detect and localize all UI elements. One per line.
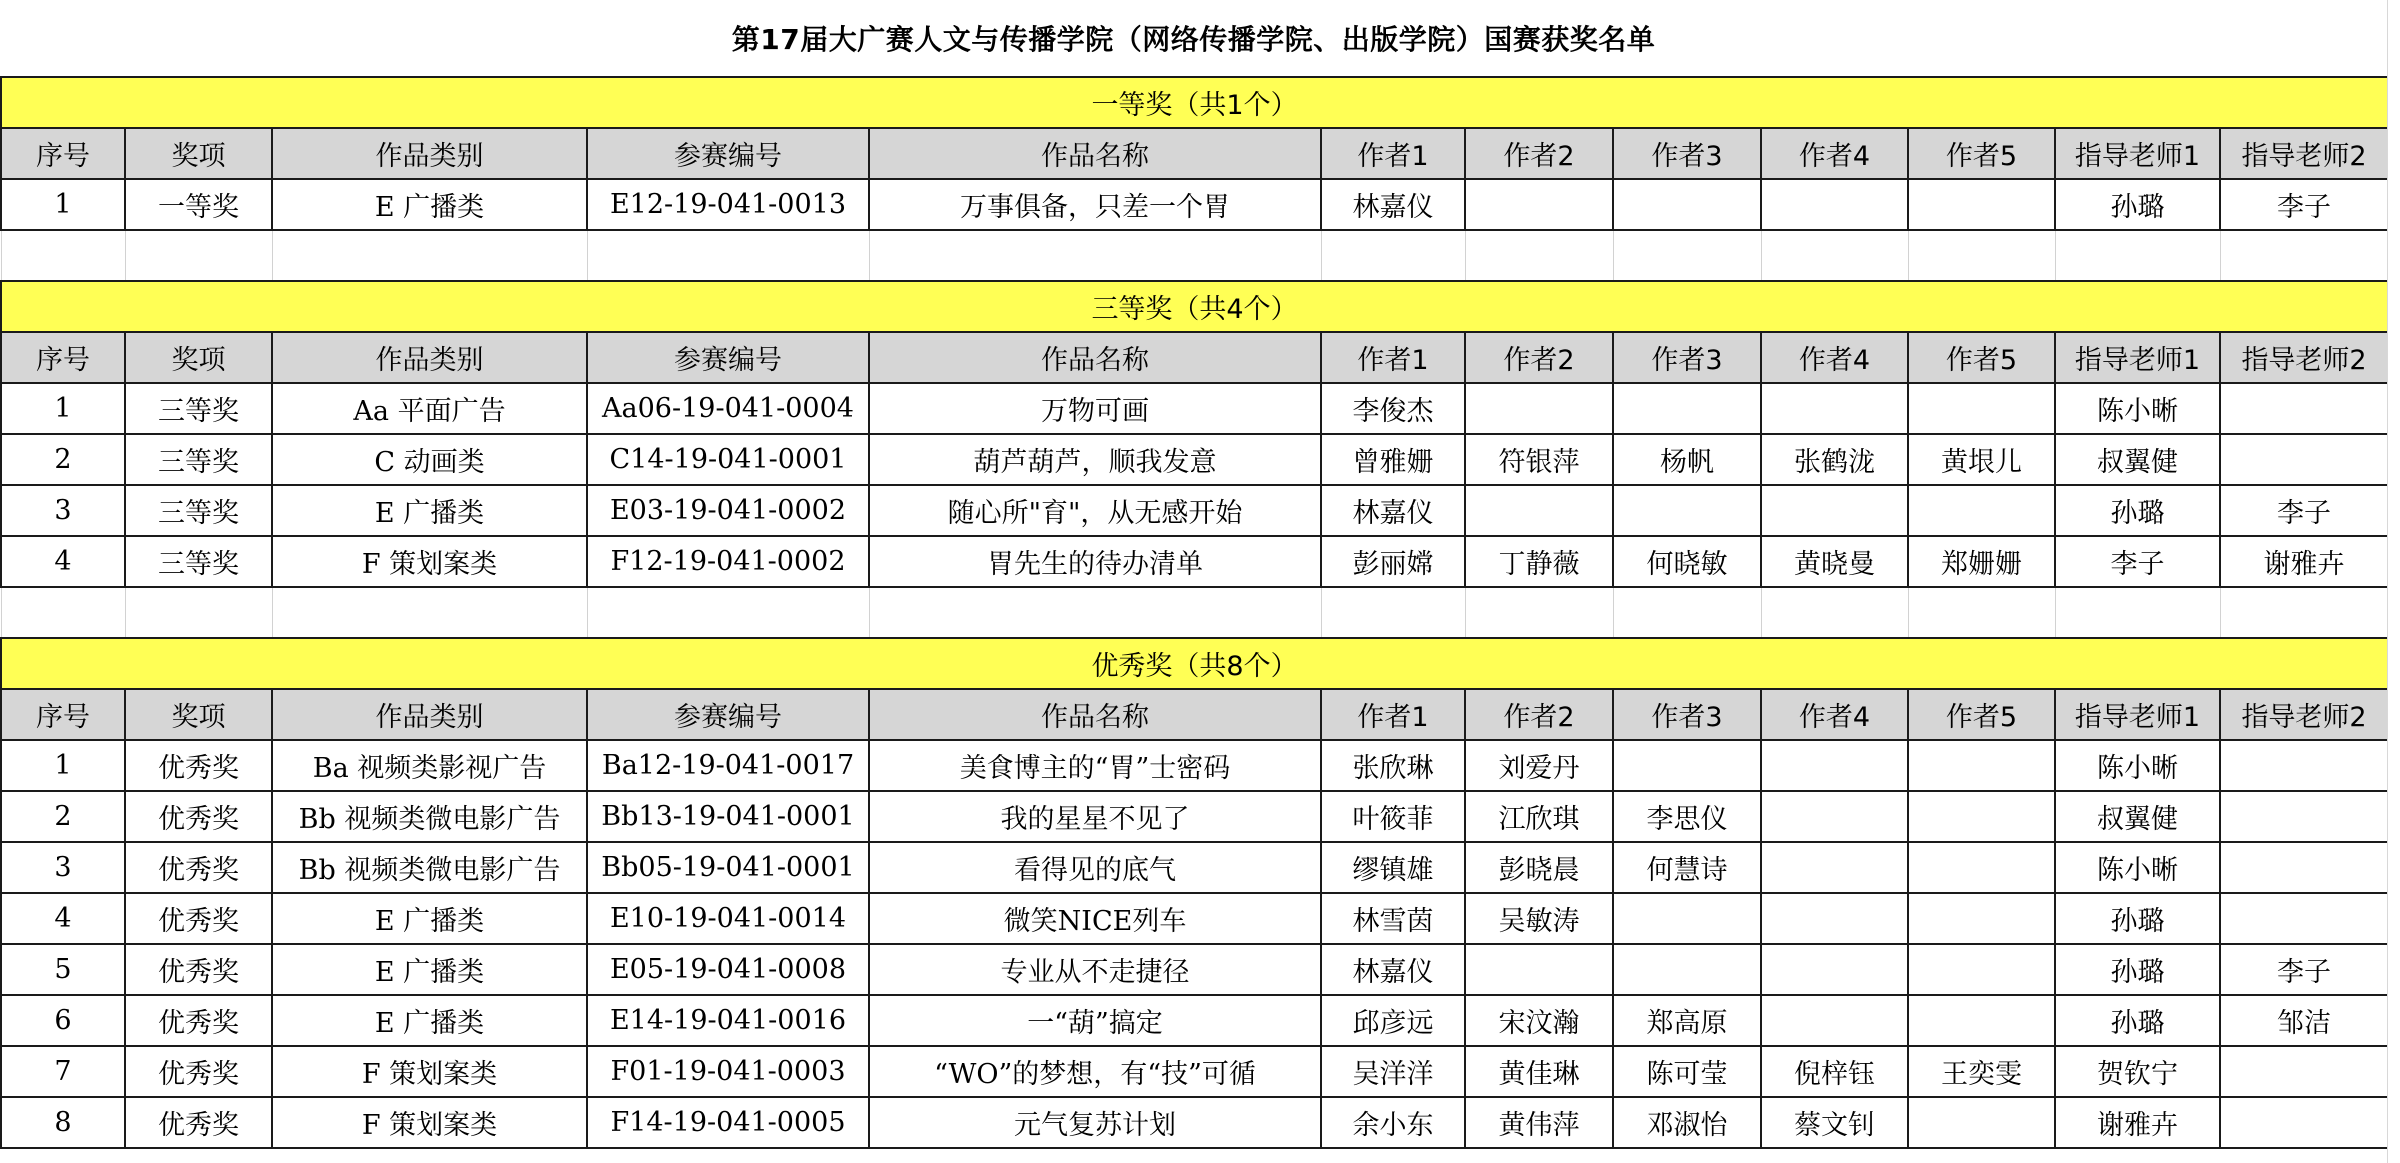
table-cell[interactable]: 三等奖 bbox=[125, 434, 272, 485]
empty-cell[interactable] bbox=[1321, 230, 1465, 281]
table-cell[interactable]: 专业从不走捷径 bbox=[869, 944, 1321, 995]
table-cell[interactable]: 陈小晰 bbox=[2055, 740, 2220, 791]
table-cell[interactable]: 黄伟萍 bbox=[1465, 1097, 1613, 1148]
column-header[interactable]: 指导老师2 bbox=[2220, 332, 2388, 383]
table-cell[interactable] bbox=[1908, 791, 2055, 842]
column-header[interactable]: 作者5 bbox=[1908, 128, 2055, 179]
table-cell[interactable]: 蔡文钊 bbox=[1761, 1097, 1908, 1148]
table-cell[interactable]: 葫芦葫芦，顺我发意 bbox=[869, 434, 1321, 485]
table-cell[interactable] bbox=[1465, 944, 1613, 995]
empty-cell[interactable] bbox=[2055, 587, 2220, 638]
table-cell[interactable] bbox=[2220, 1097, 2388, 1148]
column-header[interactable]: 作品名称 bbox=[869, 689, 1321, 740]
table-cell[interactable] bbox=[2220, 740, 2388, 791]
table-cell[interactable]: 三等奖 bbox=[125, 536, 272, 587]
table-cell[interactable]: 何晓敏 bbox=[1613, 536, 1761, 587]
table-cell[interactable]: 杨帆 bbox=[1613, 434, 1761, 485]
table-cell[interactable] bbox=[1761, 179, 1908, 230]
table-cell[interactable] bbox=[2220, 842, 2388, 893]
table-cell[interactable]: 宋汶瀚 bbox=[1465, 995, 1613, 1046]
column-header[interactable]: 作者4 bbox=[1761, 689, 1908, 740]
empty-cell[interactable] bbox=[2220, 587, 2388, 638]
empty-cell[interactable] bbox=[1465, 230, 1613, 281]
table-cell[interactable] bbox=[1761, 995, 1908, 1046]
column-header[interactable]: 指导老师2 bbox=[2220, 689, 2388, 740]
table-cell[interactable]: 黄垠儿 bbox=[1908, 434, 2055, 485]
column-header[interactable]: 作品名称 bbox=[869, 128, 1321, 179]
table-cell[interactable]: 优秀奖 bbox=[125, 842, 272, 893]
table-cell[interactable]: 林嘉仪 bbox=[1321, 485, 1465, 536]
column-header[interactable]: 参赛编号 bbox=[587, 128, 869, 179]
table-cell[interactable]: 优秀奖 bbox=[125, 1097, 272, 1148]
table-cell[interactable]: 倪梓钰 bbox=[1761, 1046, 1908, 1097]
empty-cell[interactable] bbox=[1761, 587, 1908, 638]
table-cell[interactable]: 陈可莹 bbox=[1613, 1046, 1761, 1097]
table-cell[interactable]: E 广播类 bbox=[272, 995, 587, 1046]
column-header-row bbox=[1, 689, 2388, 740]
sheet-edge bbox=[2387, 0, 2400, 1163]
table-cell[interactable]: 李子 bbox=[2220, 179, 2388, 230]
table-row bbox=[1, 179, 2388, 230]
table-cell[interactable]: Ba12-19-041-0017 bbox=[587, 740, 869, 791]
section-heading[interactable]: 三等奖（共4个） bbox=[1, 281, 2388, 332]
section-heading[interactable]: 优秀奖（共8个） bbox=[1, 638, 2388, 689]
table-cell[interactable] bbox=[1761, 842, 1908, 893]
table-row bbox=[1, 536, 2388, 587]
column-header[interactable]: 作者2 bbox=[1465, 689, 1613, 740]
empty-cell[interactable] bbox=[125, 587, 272, 638]
table-row bbox=[1, 791, 2388, 842]
table-cell[interactable]: E 广播类 bbox=[272, 944, 587, 995]
empty-cell[interactable] bbox=[2055, 230, 2220, 281]
column-header[interactable]: 指导老师2 bbox=[2220, 128, 2388, 179]
table-cell[interactable]: E 广播类 bbox=[272, 485, 587, 536]
table-row bbox=[1, 842, 2388, 893]
empty-cell[interactable] bbox=[272, 230, 587, 281]
table-cell[interactable]: 黄佳琳 bbox=[1465, 1046, 1613, 1097]
table-cell[interactable]: 万物可画 bbox=[869, 383, 1321, 434]
table-cell[interactable]: 彭丽嫦 bbox=[1321, 536, 1465, 587]
empty-cell[interactable] bbox=[587, 230, 869, 281]
table-cell[interactable] bbox=[1613, 485, 1761, 536]
table-row bbox=[1, 1046, 2388, 1097]
table-cell[interactable]: 黄晓曼 bbox=[1761, 536, 1908, 587]
table-cell[interactable]: 3 bbox=[1, 485, 125, 536]
column-header[interactable]: 作品名称 bbox=[869, 332, 1321, 383]
table-cell[interactable]: 孙璐 bbox=[2055, 944, 2220, 995]
table-cell[interactable]: 优秀奖 bbox=[125, 944, 272, 995]
table-cell[interactable]: 符银萍 bbox=[1465, 434, 1613, 485]
table-cell[interactable]: Bb 视频类微电影广告 bbox=[272, 842, 587, 893]
column-header[interactable]: 奖项 bbox=[125, 689, 272, 740]
column-header[interactable]: 指导老师1 bbox=[2055, 128, 2220, 179]
table-row bbox=[1, 995, 2388, 1046]
table-cell[interactable]: F 策划案类 bbox=[272, 536, 587, 587]
table-cell[interactable]: F 策划案类 bbox=[272, 1097, 587, 1148]
column-header[interactable]: 作品类别 bbox=[272, 689, 587, 740]
table-cell[interactable]: F14-19-041-0005 bbox=[587, 1097, 869, 1148]
table-cell[interactable] bbox=[1908, 485, 2055, 536]
table-cell[interactable] bbox=[1613, 179, 1761, 230]
table-cell[interactable]: 随心所"育"，从无感开始 bbox=[869, 485, 1321, 536]
column-header[interactable]: 作者4 bbox=[1761, 128, 1908, 179]
table-cell[interactable]: 邓淑怡 bbox=[1613, 1097, 1761, 1148]
table-cell[interactable] bbox=[1761, 893, 1908, 944]
table-cell[interactable]: C 动画类 bbox=[272, 434, 587, 485]
table-cell[interactable]: 优秀奖 bbox=[125, 740, 272, 791]
empty-cell[interactable] bbox=[125, 230, 272, 281]
empty-cell[interactable] bbox=[1613, 587, 1761, 638]
table-cell[interactable]: 张鹤泷 bbox=[1761, 434, 1908, 485]
column-header[interactable]: 奖项 bbox=[125, 128, 272, 179]
table-cell[interactable] bbox=[1465, 179, 1613, 230]
column-header[interactable]: 作者5 bbox=[1908, 332, 2055, 383]
column-header[interactable]: 作品类别 bbox=[272, 128, 587, 179]
table-cell[interactable] bbox=[1761, 944, 1908, 995]
table-cell[interactable]: F12-19-041-0002 bbox=[587, 536, 869, 587]
table-cell[interactable]: 万事俱备，只差一个胃 bbox=[869, 179, 1321, 230]
table-cell[interactable] bbox=[2220, 434, 2388, 485]
table-row bbox=[1, 485, 2388, 536]
table-row bbox=[1, 944, 2388, 995]
table-cell[interactable] bbox=[1908, 842, 2055, 893]
table-cell[interactable]: 王奕雯 bbox=[1908, 1046, 2055, 1097]
table-cell[interactable]: Aa 平面广告 bbox=[272, 383, 587, 434]
table-cell[interactable]: 优秀奖 bbox=[125, 995, 272, 1046]
table-cell[interactable] bbox=[1908, 383, 2055, 434]
table-cell[interactable]: 1 bbox=[1, 383, 125, 434]
empty-cell[interactable] bbox=[1465, 587, 1613, 638]
table-cell[interactable] bbox=[1613, 893, 1761, 944]
table-cell[interactable]: 林嘉仪 bbox=[1321, 179, 1465, 230]
column-header[interactable]: 奖项 bbox=[125, 332, 272, 383]
table-cell[interactable]: F01-19-041-0003 bbox=[587, 1046, 869, 1097]
empty-cell[interactable] bbox=[1761, 230, 1908, 281]
table-cell[interactable]: 三等奖 bbox=[125, 383, 272, 434]
table-cell[interactable]: 三等奖 bbox=[125, 485, 272, 536]
empty-cell[interactable] bbox=[869, 587, 1321, 638]
table-cell[interactable]: 一等奖 bbox=[125, 179, 272, 230]
table-row bbox=[1, 1097, 2388, 1148]
table-cell[interactable]: 余小东 bbox=[1321, 1097, 1465, 1148]
column-header[interactable]: 作者3 bbox=[1613, 689, 1761, 740]
table-row bbox=[1, 383, 2388, 434]
table-cell[interactable]: C14-19-041-0001 bbox=[587, 434, 869, 485]
table-cell[interactable]: E14-19-041-0016 bbox=[587, 995, 869, 1046]
table-cell[interactable]: 看得见的底气 bbox=[869, 842, 1321, 893]
empty-cell[interactable] bbox=[1321, 587, 1465, 638]
empty-cell[interactable] bbox=[869, 230, 1321, 281]
empty-cell[interactable] bbox=[1, 587, 125, 638]
table-cell[interactable]: 孙璐 bbox=[2055, 485, 2220, 536]
table-cell[interactable]: E 广播类 bbox=[272, 179, 587, 230]
table-cell[interactable]: 孙璐 bbox=[2055, 893, 2220, 944]
table-cell[interactable]: 谢雅卉 bbox=[2055, 1097, 2220, 1148]
sheet-title: 第17届大广赛人文与传播学院（网络传播学院、出版学院）国赛获奖名单 bbox=[731, 23, 1656, 56]
column-header[interactable]: 作品类别 bbox=[272, 332, 587, 383]
table-cell[interactable] bbox=[1761, 740, 1908, 791]
table-cell[interactable]: E12-19-041-0013 bbox=[587, 179, 869, 230]
table-cell[interactable]: 陈小晰 bbox=[2055, 842, 2220, 893]
table-cell[interactable]: Bb05-19-041-0001 bbox=[587, 842, 869, 893]
table-cell[interactable]: 微笑NICE列车 bbox=[869, 893, 1321, 944]
section-heading-row bbox=[1, 77, 2388, 128]
table-cell[interactable]: 张欣琳 bbox=[1321, 740, 1465, 791]
table-cell[interactable]: 5 bbox=[1, 944, 125, 995]
table-cell[interactable]: 6 bbox=[1, 995, 125, 1046]
table-cell[interactable]: 刘爱丹 bbox=[1465, 740, 1613, 791]
empty-cell[interactable] bbox=[1908, 587, 2055, 638]
table-cell[interactable] bbox=[1908, 179, 2055, 230]
table-cell[interactable]: 8 bbox=[1, 1097, 125, 1148]
table-cell[interactable]: 优秀奖 bbox=[125, 791, 272, 842]
table-cell[interactable]: 元气复苏计划 bbox=[869, 1097, 1321, 1148]
column-header[interactable]: 作者2 bbox=[1465, 332, 1613, 383]
table-cell[interactable]: 2 bbox=[1, 434, 125, 485]
table-cell[interactable]: “WO”的梦想，有“技”可循 bbox=[869, 1046, 1321, 1097]
table-cell[interactable]: Bb13-19-041-0001 bbox=[587, 791, 869, 842]
empty-cell[interactable] bbox=[1908, 230, 2055, 281]
column-header[interactable]: 作者4 bbox=[1761, 332, 1908, 383]
table-cell[interactable]: 4 bbox=[1, 893, 125, 944]
table-cell[interactable]: 何慧诗 bbox=[1613, 842, 1761, 893]
table-cell[interactable]: 叶筱菲 bbox=[1321, 791, 1465, 842]
column-header[interactable]: 序号 bbox=[1, 689, 125, 740]
table-cell[interactable]: 李子 bbox=[2220, 944, 2388, 995]
table-cell[interactable]: Aa06-19-041-0004 bbox=[587, 383, 869, 434]
table-cell[interactable]: 邹洁 bbox=[2220, 995, 2388, 1046]
table-cell[interactable] bbox=[2220, 893, 2388, 944]
table-cell[interactable]: 邱彦远 bbox=[1321, 995, 1465, 1046]
column-header[interactable]: 作者2 bbox=[1465, 128, 1613, 179]
column-header[interactable]: 作者1 bbox=[1321, 128, 1465, 179]
table-row bbox=[1, 740, 2388, 791]
table-cell[interactable] bbox=[1908, 995, 2055, 1046]
column-header[interactable]: 作者3 bbox=[1613, 128, 1761, 179]
table-cell[interactable] bbox=[1613, 740, 1761, 791]
table-cell[interactable] bbox=[1761, 485, 1908, 536]
table-cell[interactable]: 优秀奖 bbox=[125, 1046, 272, 1097]
table-cell[interactable]: 缪镇雄 bbox=[1321, 842, 1465, 893]
table-cell[interactable] bbox=[2220, 1046, 2388, 1097]
table-cell[interactable] bbox=[1465, 485, 1613, 536]
table-cell[interactable] bbox=[1908, 944, 2055, 995]
table-cell[interactable]: 林雪茵 bbox=[1321, 893, 1465, 944]
empty-cell[interactable] bbox=[1, 230, 125, 281]
table-cell[interactable]: 丁静薇 bbox=[1465, 536, 1613, 587]
table-cell[interactable]: 吴敏涛 bbox=[1465, 893, 1613, 944]
table-cell[interactable] bbox=[1761, 383, 1908, 434]
table-cell[interactable] bbox=[2220, 791, 2388, 842]
award-table bbox=[0, 76, 2389, 1149]
table-cell[interactable]: 林嘉仪 bbox=[1321, 944, 1465, 995]
table-cell[interactable]: 4 bbox=[1, 536, 125, 587]
table-cell[interactable]: 孙璐 bbox=[2055, 995, 2220, 1046]
column-header-row bbox=[1, 128, 2388, 179]
table-cell[interactable]: 陈小晰 bbox=[2055, 383, 2220, 434]
table-cell[interactable]: 1 bbox=[1, 179, 125, 230]
table-cell[interactable]: 3 bbox=[1, 842, 125, 893]
table-cell[interactable]: 叔翼健 bbox=[2055, 434, 2220, 485]
table-cell[interactable]: 7 bbox=[1, 1046, 125, 1097]
table-cell[interactable]: 1 bbox=[1, 740, 125, 791]
table-cell[interactable]: 胃先生的待办清单 bbox=[869, 536, 1321, 587]
section-heading-row bbox=[1, 638, 2388, 689]
table-cell[interactable] bbox=[1761, 791, 1908, 842]
table-cell[interactable]: 2 bbox=[1, 791, 125, 842]
table-cell[interactable]: Bb 视频类微电影广告 bbox=[272, 791, 587, 842]
table-cell[interactable]: 一“葫”搞定 bbox=[869, 995, 1321, 1046]
column-header[interactable]: 参赛编号 bbox=[587, 332, 869, 383]
table-cell[interactable]: 江欣琪 bbox=[1465, 791, 1613, 842]
table-cell[interactable]: 彭晓晨 bbox=[1465, 842, 1613, 893]
table-cell[interactable]: 吴洋洋 bbox=[1321, 1046, 1465, 1097]
spacer-row bbox=[1, 587, 2388, 638]
column-header[interactable]: 参赛编号 bbox=[587, 689, 869, 740]
empty-cell[interactable] bbox=[587, 587, 869, 638]
table-cell[interactable]: 优秀奖 bbox=[125, 893, 272, 944]
table-cell[interactable] bbox=[1908, 1097, 2055, 1148]
column-header[interactable]: 作者3 bbox=[1613, 332, 1761, 383]
table-cell[interactable]: 贺钦宁 bbox=[2055, 1046, 2220, 1097]
empty-cell[interactable] bbox=[1613, 230, 1761, 281]
column-header[interactable]: 序号 bbox=[1, 128, 125, 179]
table-cell[interactable]: 李思仪 bbox=[1613, 791, 1761, 842]
table-row bbox=[1, 434, 2388, 485]
empty-cell[interactable] bbox=[2220, 230, 2388, 281]
table-cell[interactable]: 谢雅卉 bbox=[2220, 536, 2388, 587]
table-cell[interactable]: Ba 视频类影视广告 bbox=[272, 740, 587, 791]
table-cell[interactable]: E03-19-041-0002 bbox=[587, 485, 869, 536]
table-cell[interactable]: 曾雅姗 bbox=[1321, 434, 1465, 485]
spacer-row bbox=[1, 230, 2388, 281]
table-cell[interactable]: 李子 bbox=[2055, 536, 2220, 587]
table-cell[interactable]: 郑高原 bbox=[1613, 995, 1761, 1046]
table-cell[interactable]: E 广播类 bbox=[272, 893, 587, 944]
table-cell[interactable]: 郑姗姗 bbox=[1908, 536, 2055, 587]
table-cell[interactable]: 李俊杰 bbox=[1321, 383, 1465, 434]
table-cell[interactable]: 叔翼健 bbox=[2055, 791, 2220, 842]
table-cell[interactable]: E10-19-041-0014 bbox=[587, 893, 869, 944]
table-cell[interactable] bbox=[1613, 944, 1761, 995]
table-row bbox=[1, 893, 2388, 944]
column-header-row bbox=[1, 332, 2388, 383]
table-cell[interactable]: E05-19-041-0008 bbox=[587, 944, 869, 995]
table-cell[interactable] bbox=[1465, 383, 1613, 434]
table-cell[interactable]: F 策划案类 bbox=[272, 1046, 587, 1097]
empty-cell[interactable] bbox=[272, 587, 587, 638]
table-cell[interactable] bbox=[1908, 893, 2055, 944]
table-cell[interactable]: 孙璐 bbox=[2055, 179, 2220, 230]
section-heading-row bbox=[1, 281, 2388, 332]
table-cell[interactable]: 我的星星不见了 bbox=[869, 791, 1321, 842]
column-header[interactable]: 作者1 bbox=[1321, 689, 1465, 740]
table-cell[interactable]: 美食博主的“胃”士密码 bbox=[869, 740, 1321, 791]
column-header[interactable]: 指导老师1 bbox=[2055, 689, 2220, 740]
table-cell[interactable] bbox=[1613, 383, 1761, 434]
section-heading[interactable]: 一等奖（共1个） bbox=[1, 77, 2388, 128]
column-header[interactable]: 作者5 bbox=[1908, 689, 2055, 740]
column-header[interactable]: 指导老师1 bbox=[2055, 332, 2220, 383]
table-cell[interactable]: 李子 bbox=[2220, 485, 2388, 536]
column-header[interactable]: 作者1 bbox=[1321, 332, 1465, 383]
table-cell[interactable] bbox=[2220, 383, 2388, 434]
table-cell[interactable] bbox=[1908, 740, 2055, 791]
column-header[interactable]: 序号 bbox=[1, 332, 125, 383]
